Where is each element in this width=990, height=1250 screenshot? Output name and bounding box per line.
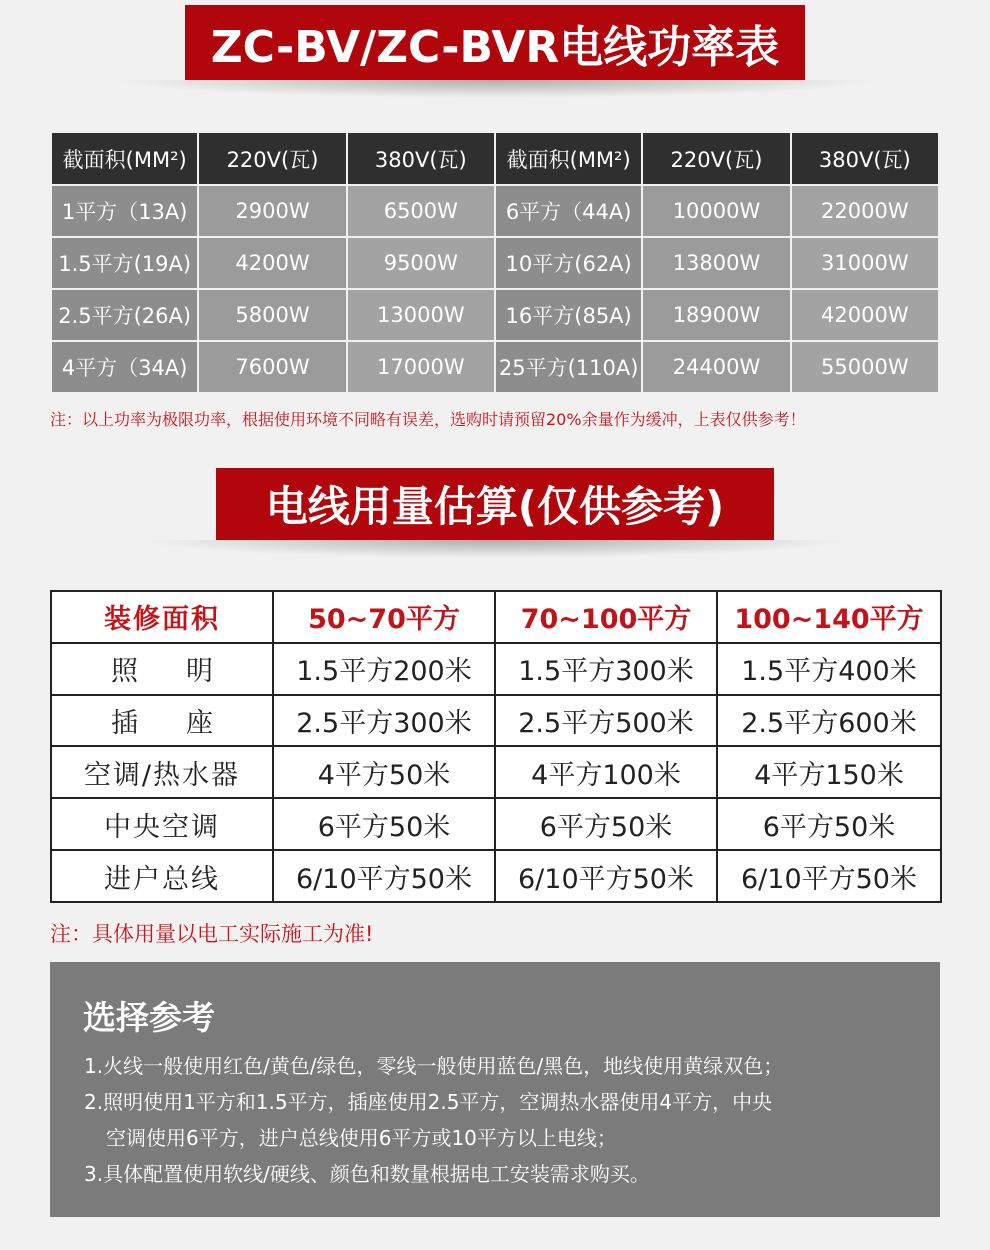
- usage-value-cell: 2.5平方300米: [273, 695, 495, 747]
- usage-value-cell: 6/10平方50米: [273, 850, 495, 902]
- usage-table-title: 电线用量估算(仅供参考): [216, 468, 774, 540]
- usage-value-cell: 2.5平方500米: [495, 695, 717, 747]
- value-cell: 9500W: [347, 237, 495, 289]
- area-cell: 1平方（13A): [51, 185, 198, 237]
- value-cell: 42000W: [791, 289, 939, 341]
- value-cell: 13000W: [347, 289, 495, 341]
- value-cell: 17000W: [347, 341, 495, 393]
- power-note: 注：以上功率为极限功率，根据使用环境不同略有误差，选购时请预留20%余量作为缓冲，上表仅供参考！: [50, 410, 806, 429]
- header-cell: 220V(瓦): [198, 132, 346, 185]
- banner-shadow: [110, 80, 880, 98]
- area-cell: 16平方(85A): [495, 289, 642, 341]
- value-cell: 18900W: [642, 289, 790, 341]
- header-cell: 70~100平方: [495, 591, 717, 643]
- area-cell: 4平方（34A): [51, 341, 198, 393]
- header-cell: 装修面积: [51, 591, 273, 643]
- value-cell: 13800W: [642, 237, 790, 289]
- area-cell: 1.5平方(19A): [51, 237, 198, 289]
- power-table-header: [51, 132, 939, 185]
- usage-value-cell: 1.5平方400米: [717, 643, 941, 695]
- usage-value-cell: 4平方100米: [495, 746, 717, 798]
- table-row: [51, 289, 939, 341]
- reference-line: 2.照明使用1平方和1.5平方，插座使用2.5平方，空调热水器使用4平方，中央: [84, 1090, 773, 1114]
- reference-line: 空调使用6平方，进户总线使用6平方或10平方以上电线；: [106, 1126, 617, 1150]
- value-cell: 24400W: [642, 341, 790, 393]
- usage-value-cell: 6平方50米: [495, 798, 717, 850]
- usage-value-cell: 2.5平方600米: [717, 695, 941, 747]
- usage-value-cell: 6/10平方50米: [717, 850, 941, 902]
- area-cell: 6平方（44A): [495, 185, 642, 237]
- value-cell: 6500W: [347, 185, 495, 237]
- table-row: [51, 850, 941, 902]
- value-cell: 55000W: [791, 341, 939, 393]
- header-cell: 220V(瓦): [642, 132, 790, 185]
- value-cell: 7600W: [198, 341, 346, 393]
- area-cell: 25平方(110A): [495, 341, 642, 393]
- usage-note: 注：具体用量以电工实际施工为准!: [50, 922, 374, 946]
- usage-value-cell: 6平方50米: [273, 798, 495, 850]
- usage-value-cell: 6平方50米: [717, 798, 941, 850]
- reference-box: [50, 962, 940, 1217]
- usage-value-cell: 4平方150米: [717, 746, 941, 798]
- usage-label-cell: 插座: [51, 695, 273, 747]
- table-row: [51, 185, 939, 237]
- banner-shadow: [140, 540, 850, 558]
- usage-label-cell: 照明: [51, 643, 273, 695]
- reference-title: 选择参考: [83, 998, 215, 1037]
- table-row: [51, 798, 941, 850]
- value-cell: 10000W: [642, 185, 790, 237]
- usage-label-cell: 进户总线: [51, 850, 273, 902]
- header-cell: 100~140平方: [717, 591, 941, 643]
- table-row: [51, 341, 939, 393]
- header-cell: 截面积(MM²): [495, 132, 642, 185]
- table-row: [51, 643, 941, 695]
- area-cell: 10平方(62A): [495, 237, 642, 289]
- value-cell: 4200W: [198, 237, 346, 289]
- usage-table-header: [51, 591, 941, 643]
- power-table-title: ZC-BV/ZC-BVR电线功率表: [185, 5, 805, 80]
- table-row: [51, 695, 941, 747]
- value-cell: 2900W: [198, 185, 346, 237]
- table-row: [51, 237, 939, 289]
- power-table: [50, 131, 940, 394]
- header-cell: 380V(瓦): [791, 132, 939, 185]
- usage-value-cell: 4平方50米: [273, 746, 495, 798]
- header-cell: 50~70平方: [273, 591, 495, 643]
- reference-line: 3.具体配置使用软线/硬线、颜色和数量根据电工安装需求购买。: [84, 1162, 650, 1186]
- value-cell: 22000W: [791, 185, 939, 237]
- value-cell: 5800W: [198, 289, 346, 341]
- usage-table: [50, 590, 942, 903]
- reference-line: 1.火线一般使用红色/黄色/绿色，零线一般使用蓝色/黑色，地线使用黄绿双色；: [84, 1054, 784, 1078]
- usage-value-cell: 1.5平方300米: [495, 643, 717, 695]
- header-cell: 380V(瓦): [347, 132, 495, 185]
- usage-value-cell: 1.5平方200米: [273, 643, 495, 695]
- value-cell: 31000W: [791, 237, 939, 289]
- usage-value-cell: 6/10平方50米: [495, 850, 717, 902]
- header-cell: 截面积(MM²): [51, 132, 198, 185]
- table-row: [51, 746, 941, 798]
- usage-label-cell: 中央空调: [51, 798, 273, 850]
- area-cell: 2.5平方(26A): [51, 289, 198, 341]
- usage-label-cell: 空调/热水器: [51, 746, 273, 798]
